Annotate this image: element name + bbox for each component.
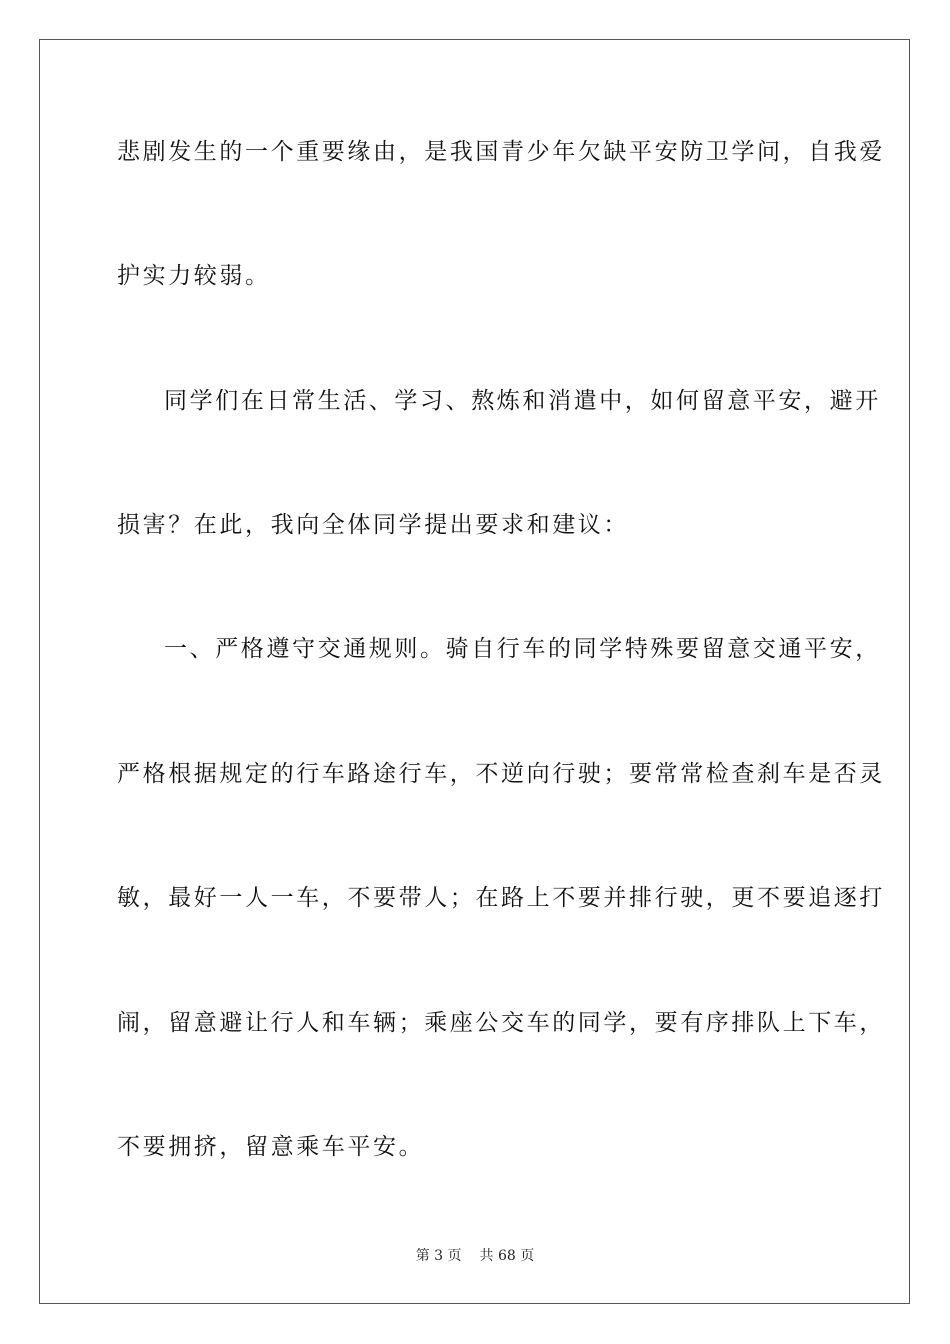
paragraph-first-line: 一、严格遵守交通规则。骑自行车的同学特殊要留意交通平安， <box>164 636 881 662</box>
text-line: 损害？在此，我向全体同学提出要求和建议： <box>117 512 629 538</box>
text-line: 敏，最好一人一车，不要带人；在路上不要并排行驶，更不要追逐打 <box>117 885 885 911</box>
text-line: 护实力较弱。 <box>117 263 271 289</box>
text-line: 悲剧发生的一个重要缘由，是我国青少年欠缺平安防卫学问，自我爱 <box>117 139 885 165</box>
page-total: 共 68 页 <box>479 1248 535 1264</box>
page-number: 第 3 页 <box>415 1248 462 1264</box>
text-line: 严格根据规定的行车路途行车，不逆向行驶；要常常检查刹车是否灵 <box>117 761 885 787</box>
page-footer <box>0 1247 950 1265</box>
text-line: 不要拥挤，留意乘车平安。 <box>117 1134 425 1160</box>
paragraph-first-line: 同学们在日常生活、学习、熬炼和消遣中，如何留意平安，避开 <box>164 388 881 414</box>
text-line: 闹，留意避让行人和车辆；乘座公交车的同学，要有序排队上下车， <box>117 1010 885 1036</box>
page-border <box>39 39 910 1304</box>
